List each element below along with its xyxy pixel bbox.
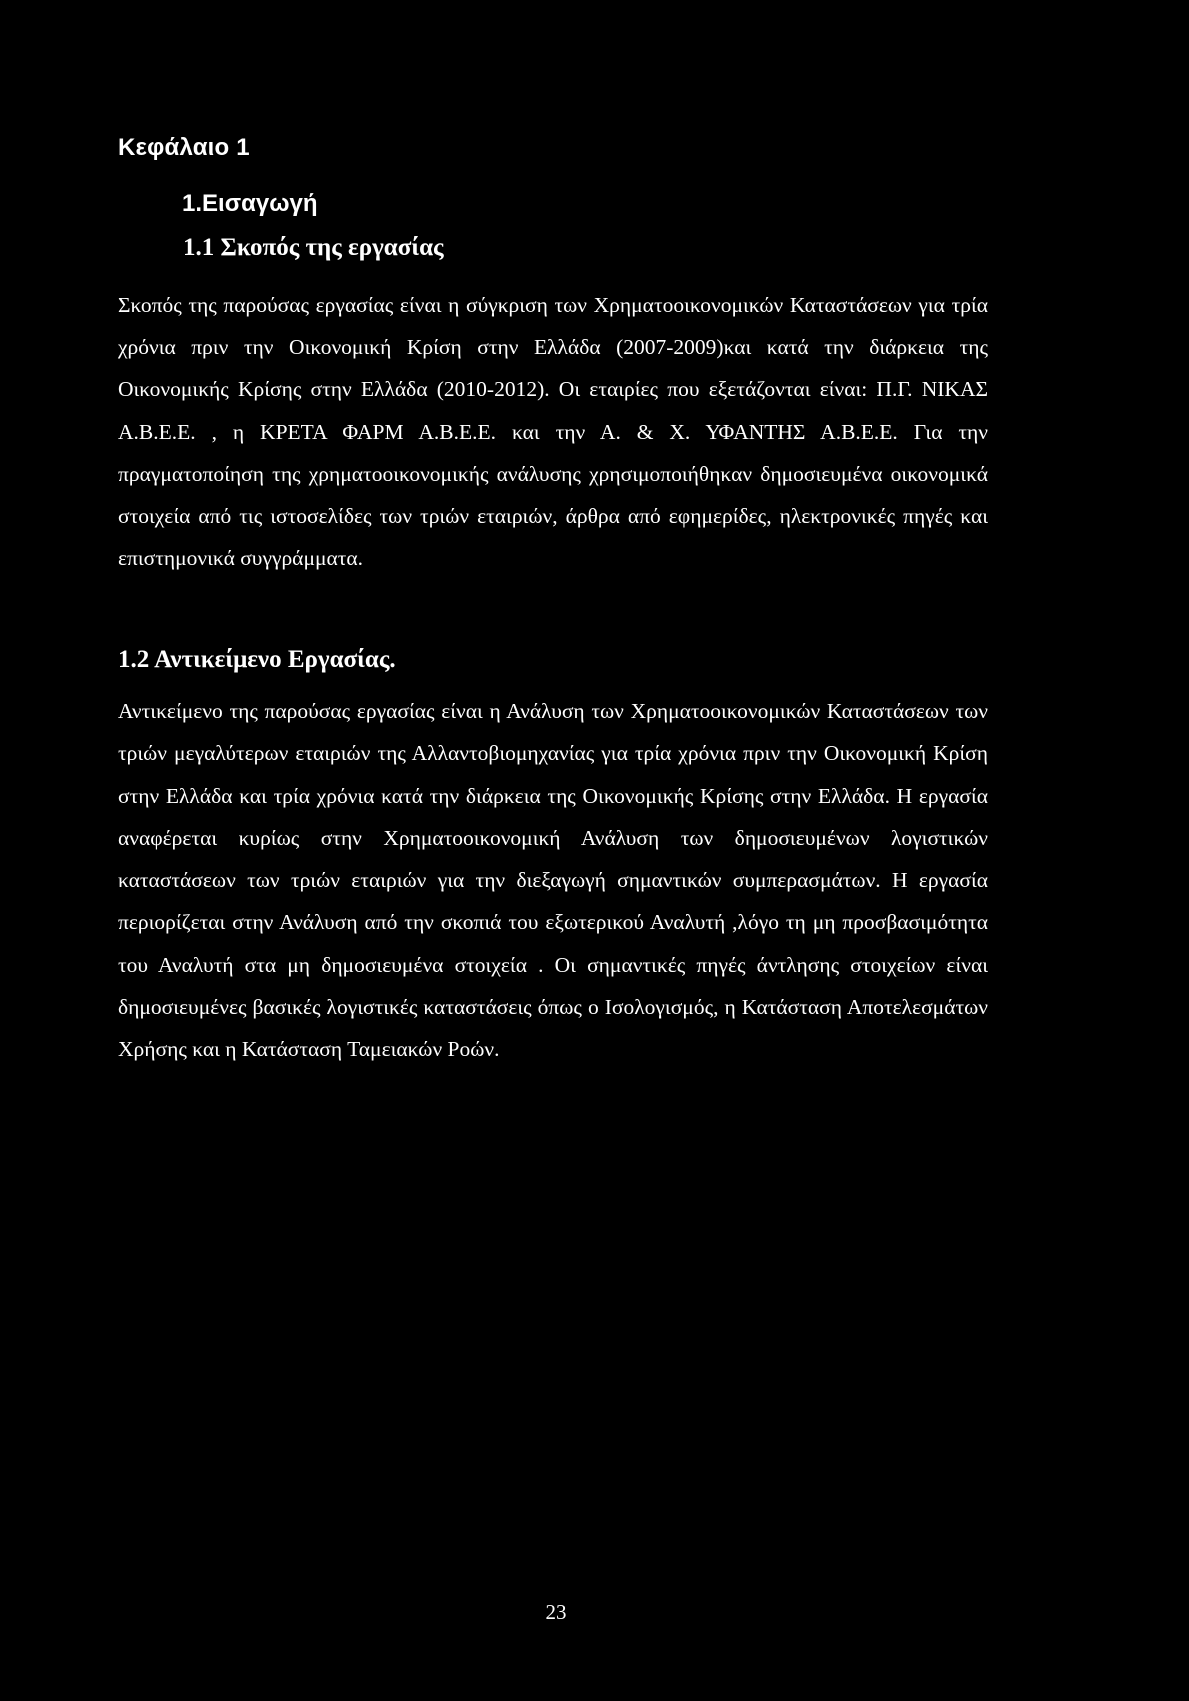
intro-heading: 1.Εισαγωγή <box>182 190 318 217</box>
page-number: 23 <box>545 1600 567 1624</box>
section-paragraph-purpose: Σκοπός της παρούσας εργασίας είναι η σύγκριση των Χρηματοοικονομικών Καταστάσεων για τρία χρόνια πριν την Οικονομική Κρίση στην Ελλάδα (2007-2009)και κατά την διάρκεια της Οικονομικής Κρίσης στην Ελλάδα (2010-2012). Οι εταιρίες που εξετάζονται είναι: Π.Γ. ΝΙΚΑΣ Α.Β.Ε.Ε. , η ΚΡΕΤΑ ΦΑΡΜ Α.Β.Ε.Ε. και την Α. & Χ. ΥΦΑΝΤΗΣ Α.Β.Ε.Ε. Για την πραγματοποίηση της χρηματοοικονομικής ανάλυσης χρησιμοποιήθηκαν δημοσιευμένα οικονομικά στοιχεία από τις ιστοσελίδες των τριών εταιριών, άρθρα από εφημερίδες, ηλεκτρονικές πηγές και επιστημονικά συγγράμματα. <box>118 293 988 571</box>
section-paragraph-subject: Αντικείμενο της παρούσας εργασίας είναι η Ανάλυση των Χρηματοοικονομικών Καταστάσεων των τριών μεγαλύτερων εταιριών της Αλλαντοβιομηχανίας για τρία χρόνια πριν την Οικονομική Κρίση στην Ελλάδα και τρία χρόνια κατά την διάρκεια της Οικονομικής Κρίσης στην Ελλάδα. Η εργασία αναφέρεται κυρίως στην Χρηματοοικονομική Ανάλυση των δημοσιευμένων λογιστικών καταστάσεων των τριών εταιριών για την διεξαγωγή σημαντικών συμπερασμάτων. Η εργασία περιορίζεται στην Ανάλυση από την σκοπιά του εξωτερικού Αναλυτή ,λόγο τη μη προσβασιμότητα του Αναλυτή στα μη δημοσιευμένα στοιχεία . Οι σημαντικές πηγές άντλησης στοιχείων είναι δημοσιευμένες βασικές λογιστικές καταστάσεις όπως ο Ισολογισμός, η Κατάσταση Αποτελεσμάτων Χρήσης και η Κατάσταση Ταμειακών Ροών. <box>118 699 988 1062</box>
chapter-title: Κεφάλαιο 1 <box>118 134 250 161</box>
section-heading-subject: 1.2 Αντικείμενο Εργασίας. <box>118 646 396 673</box>
section-heading-purpose: 1.1 Σκοπός της εργασίας <box>183 234 444 261</box>
